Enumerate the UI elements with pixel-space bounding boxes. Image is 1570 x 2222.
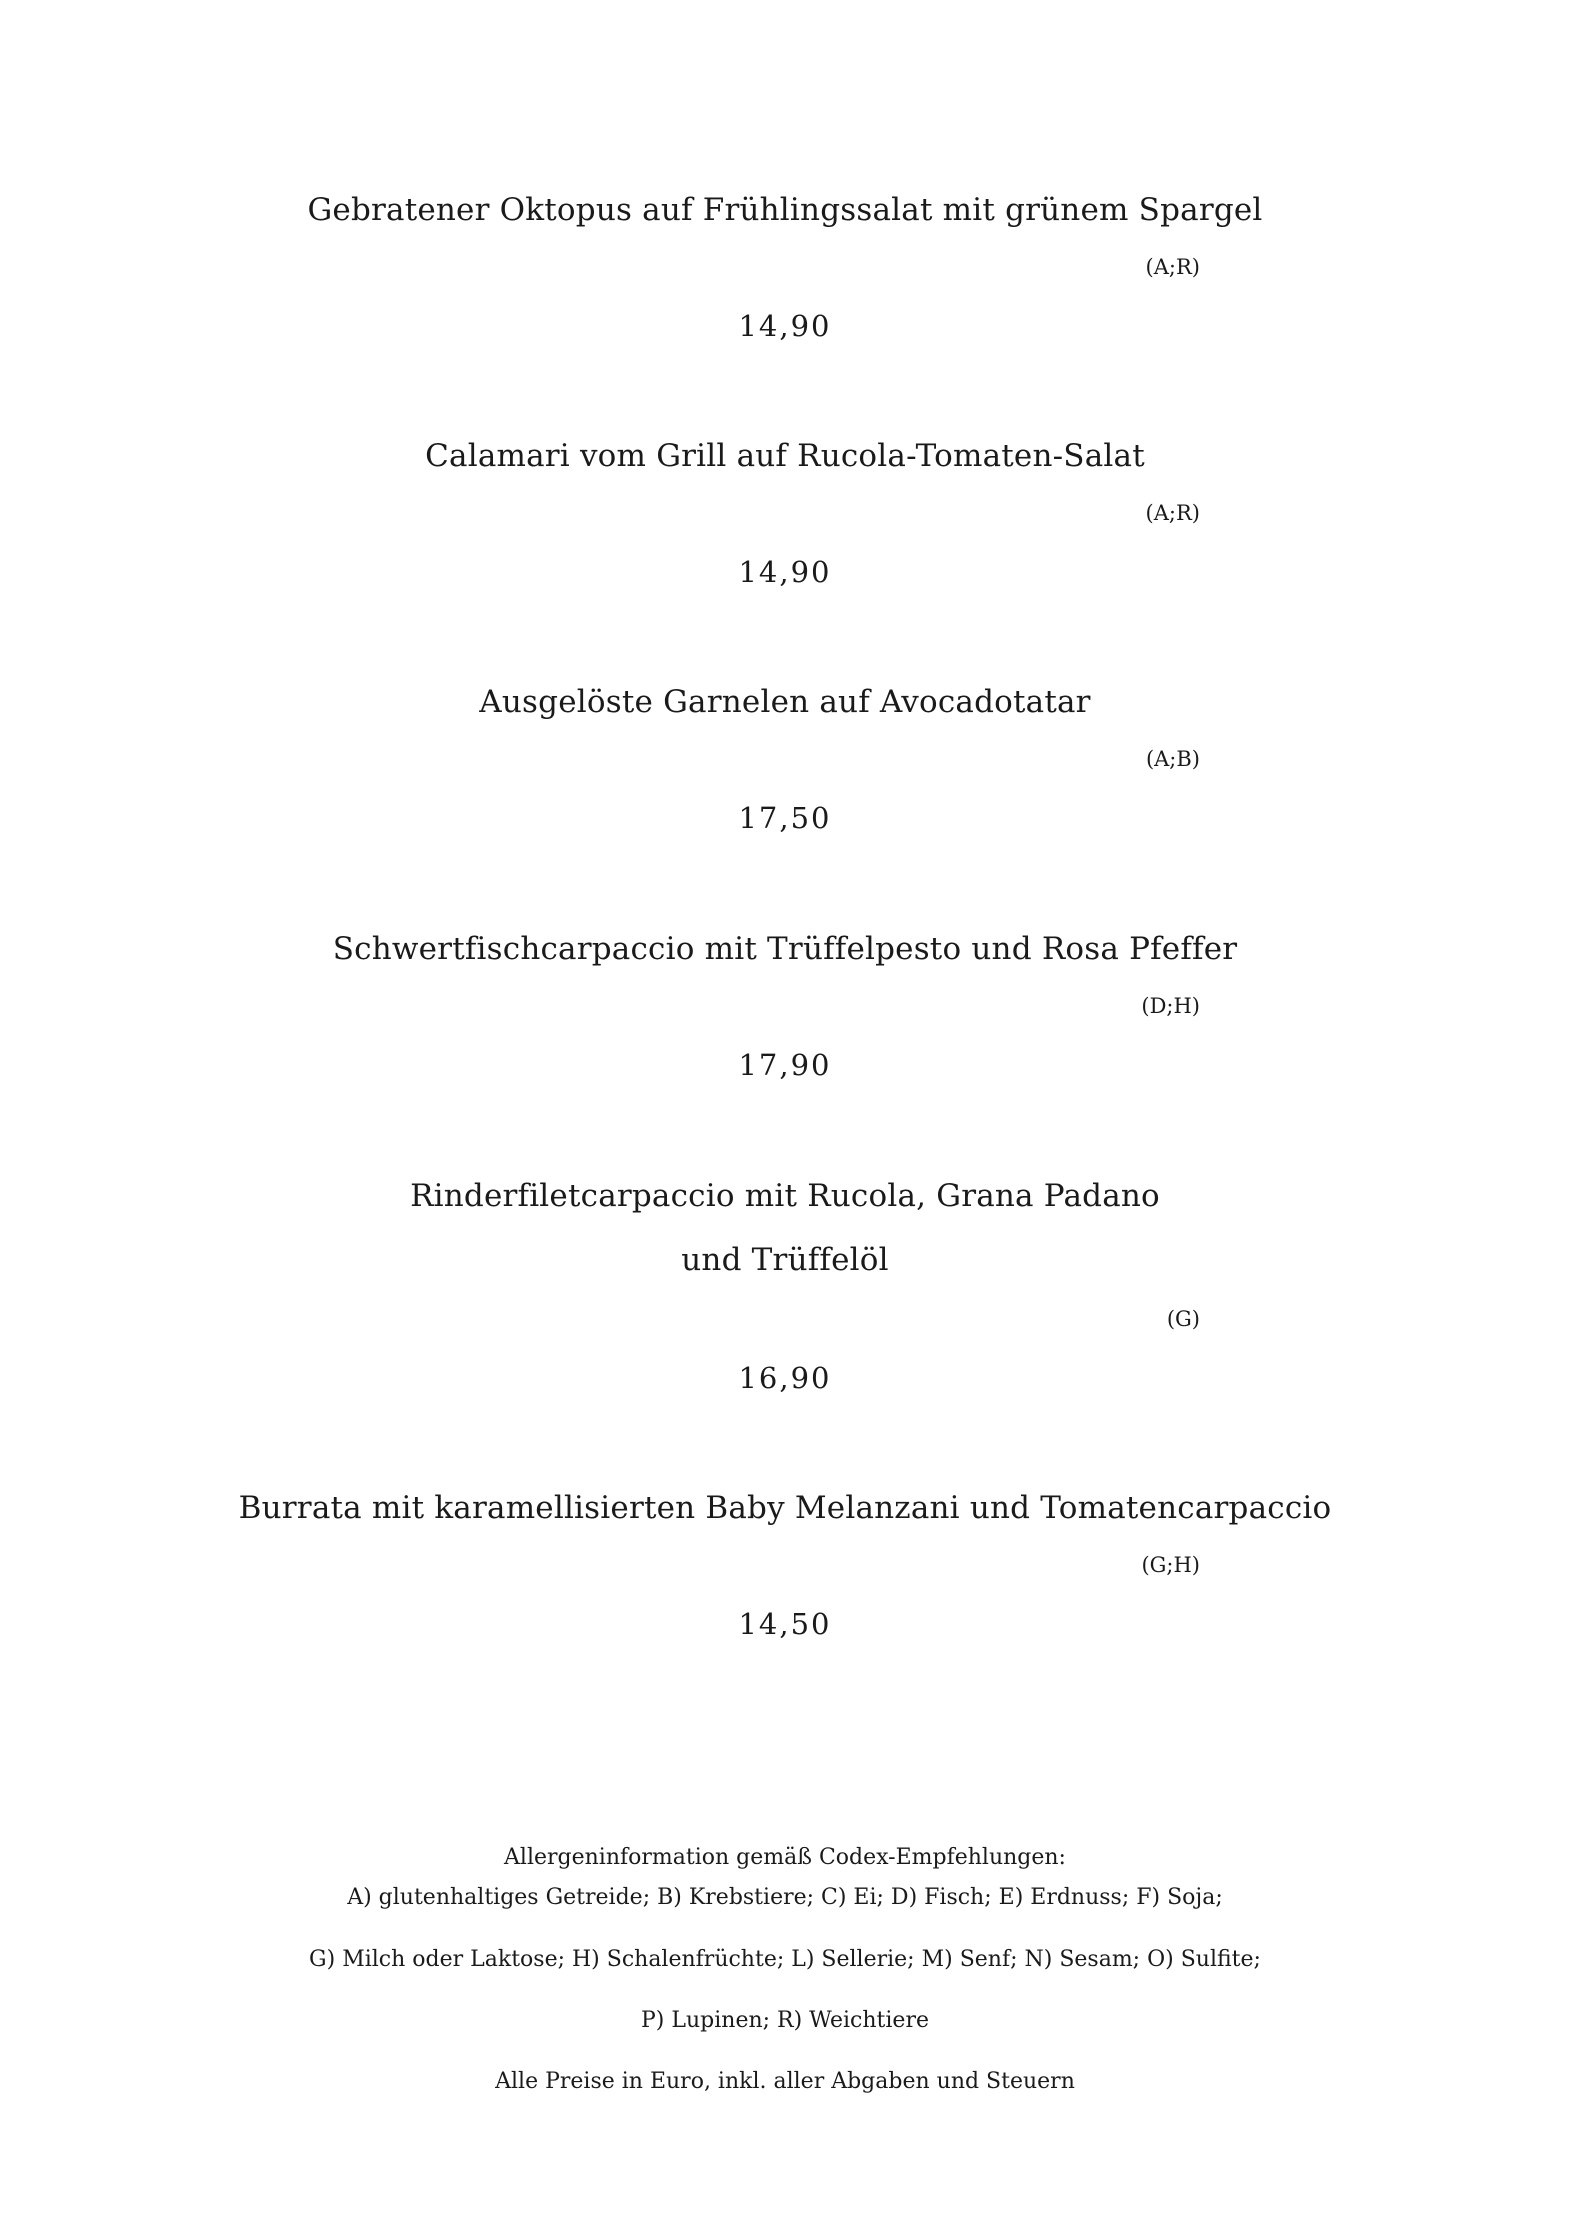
allergen-code: (G;H) [1141, 1553, 1200, 1577]
dish-price: 17,90 [738, 1048, 832, 1082]
allergen-heading: Allergeninformation gemäß Codex-Empfehlungen: [504, 1845, 1066, 1870]
allergen-code: (A;R) [1145, 501, 1200, 525]
allergen-code: (A;B) [1145, 747, 1200, 771]
price-note: Alle Preise in Euro, inkl. aller Abgaben und Steuern [495, 2069, 1075, 2094]
dish-price: 16,90 [738, 1361, 832, 1395]
allergen-code: (D;H) [1141, 994, 1200, 1018]
dish-name: Rinderfiletcarpaccio mit Rucola, Grana Padano [410, 1178, 1160, 1214]
dish-price: 14,90 [738, 309, 832, 343]
dish-name: Calamari vom Grill auf Rucola-Tomaten-Salat [425, 438, 1145, 474]
dish-name: Burrata mit karamellisierten Baby Melanzani und Tomatencarpaccio [238, 1490, 1332, 1526]
dish-name-continued: und Trüffelöl [681, 1242, 889, 1278]
allergen-code: (A;R) [1145, 255, 1200, 279]
dish-price: 14,90 [738, 555, 832, 589]
allergen-list-line-3: P) Lupinen; R) Weichtiere [641, 2008, 929, 2033]
dish-name: Gebratener Oktopus auf Frühlingssalat mit grünem Spargel [307, 192, 1263, 228]
allergen-code: (G) [1166, 1307, 1200, 1331]
dish-price: 17,50 [738, 801, 832, 835]
allergen-list-line-2: G) Milch oder Laktose; H) Schalenfrüchte; L) Sellerie; M) Senf; N) Sesam; O) Sulfite; [309, 1947, 1261, 1972]
allergen-list-line-1: A) glutenhaltiges Getreide; B) Krebstiere; C) Ei; D) Fisch; E) Erdnuss; F) Soja; [347, 1885, 1223, 1910]
dish-price: 14,50 [738, 1607, 832, 1641]
dish-name: Ausgelöste Garnelen auf Avocadotatar [479, 684, 1091, 720]
dish-name: Schwertfischcarpaccio mit Trüffelpesto und Rosa Pfeffer [332, 931, 1238, 967]
